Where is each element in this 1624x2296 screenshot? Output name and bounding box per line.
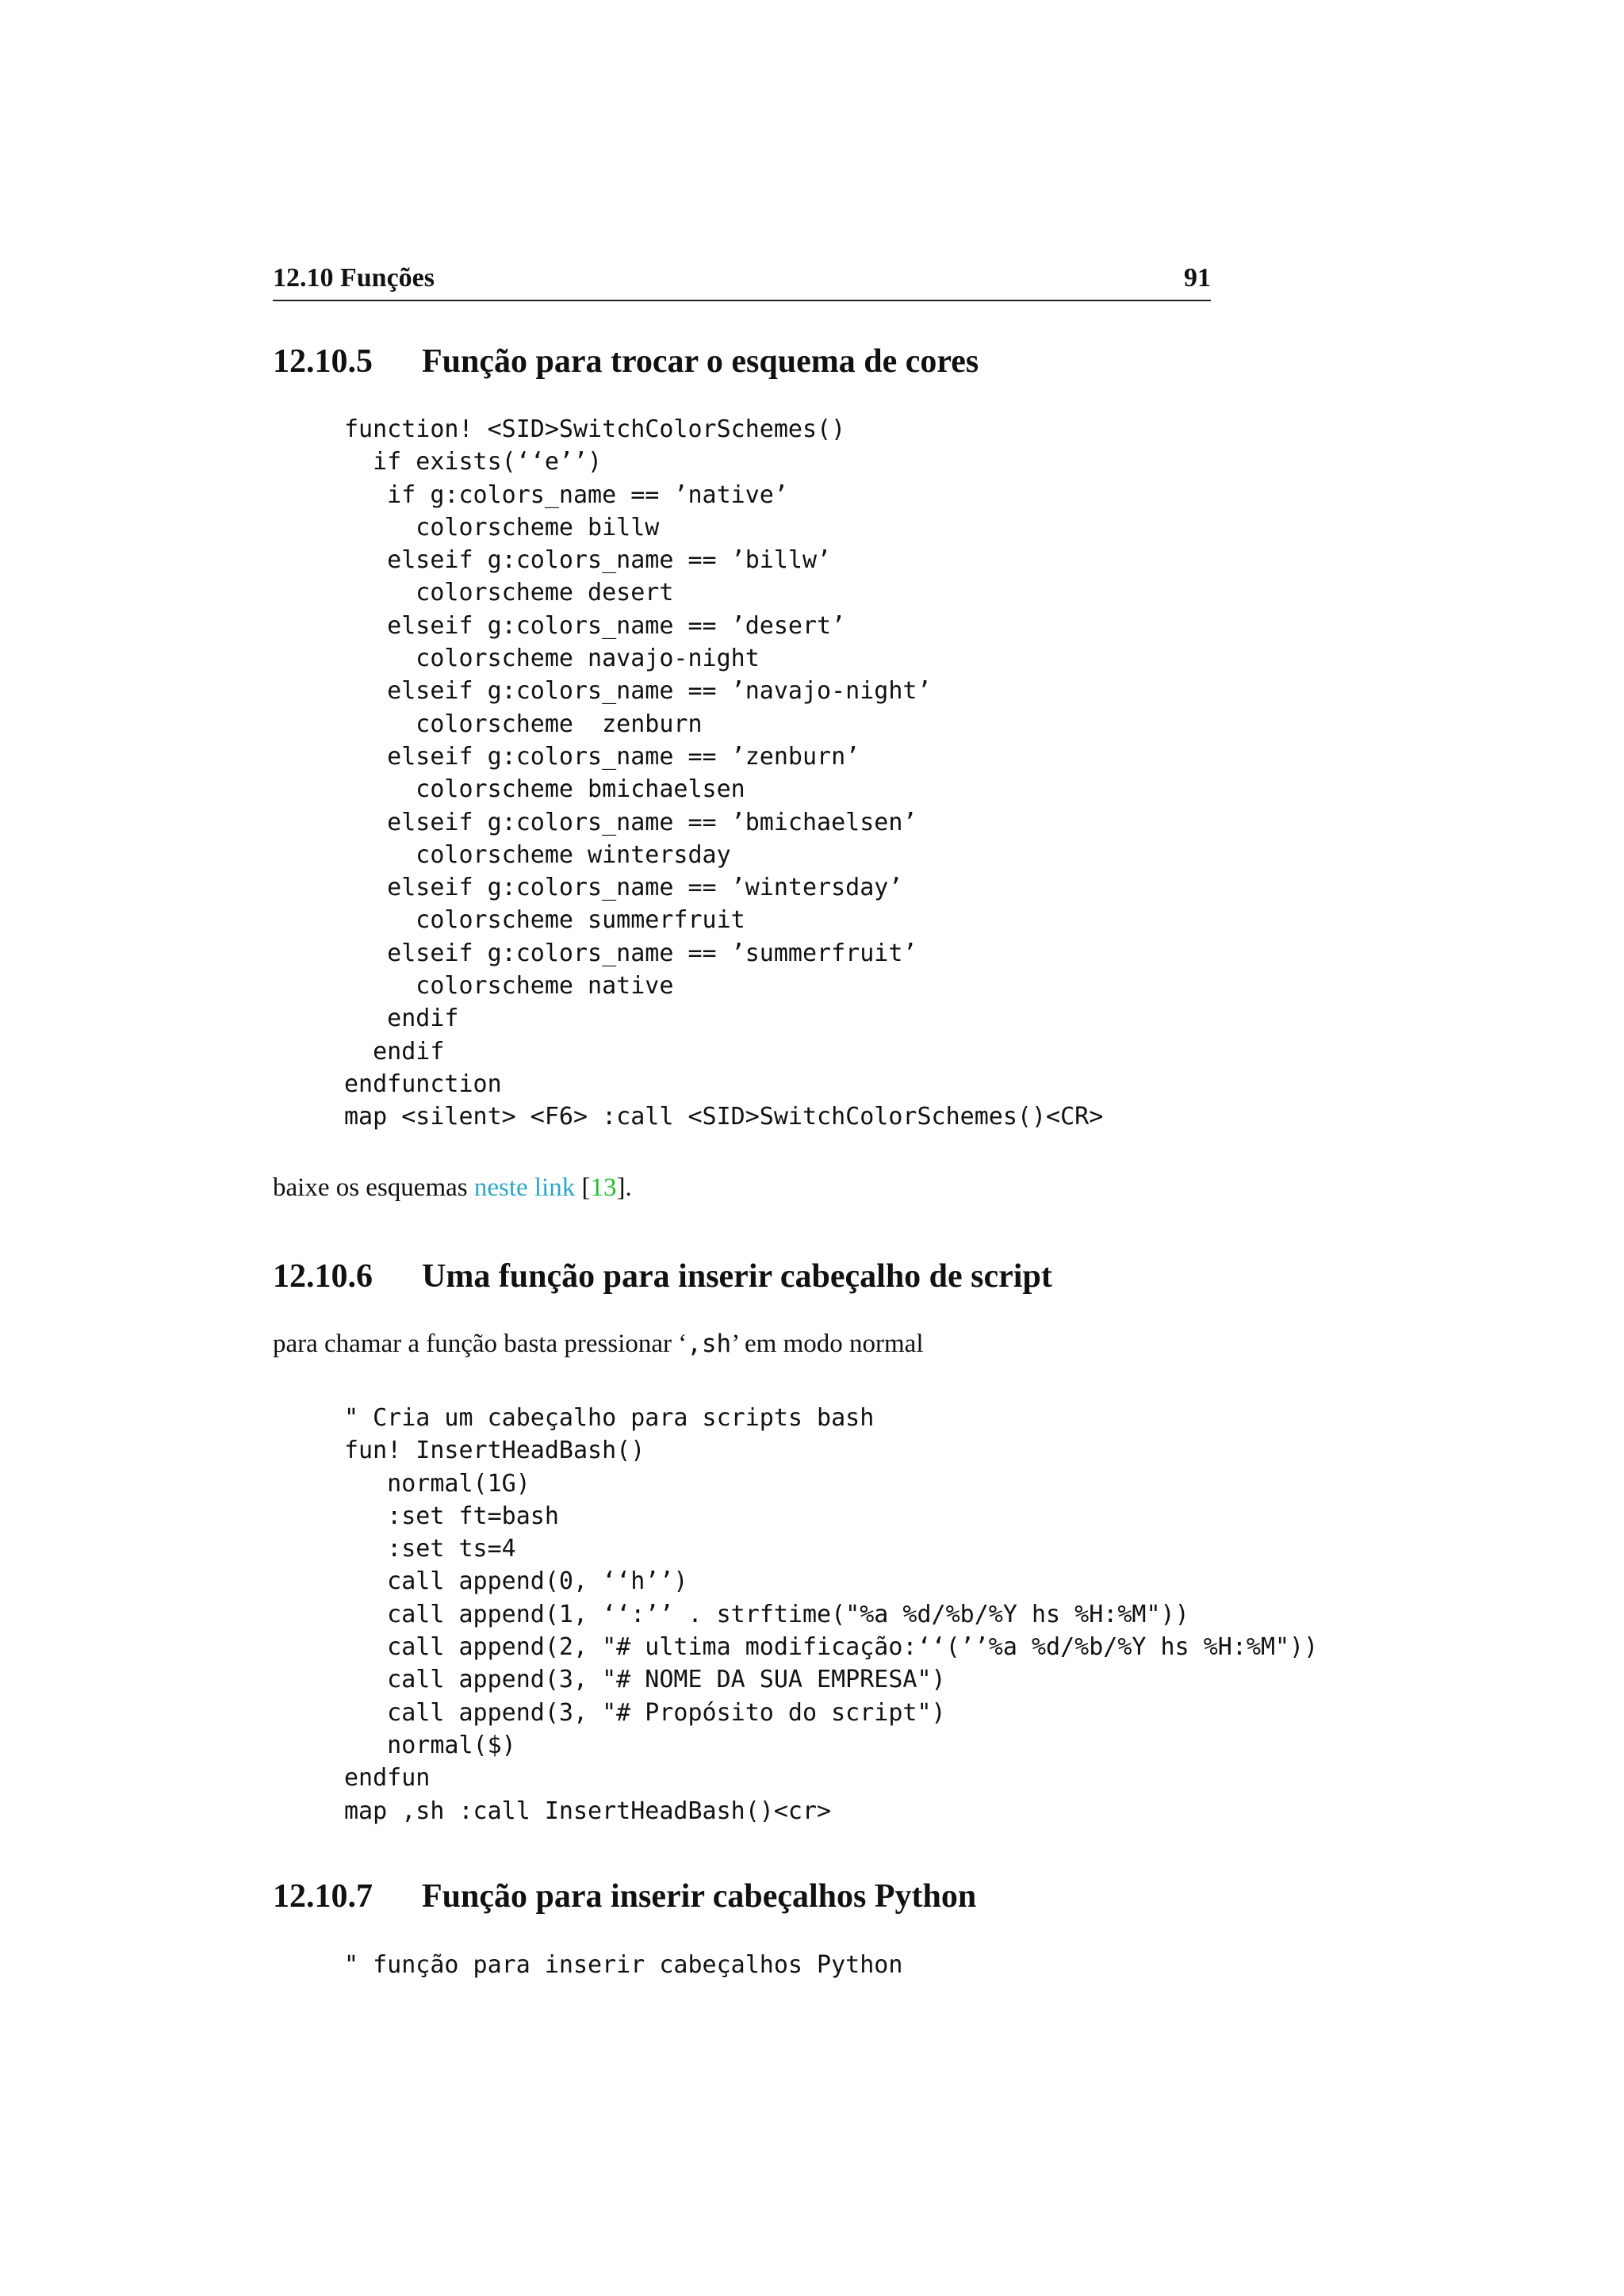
code-line: call append(0, ‘‘h’’) — [344, 1567, 688, 1596]
code-line: colorscheme zenburn — [344, 710, 703, 738]
code-line: colorscheme bmichaelsen — [344, 775, 745, 804]
code-line: colorscheme desert — [344, 579, 674, 607]
shortcut-key: ,sh — [687, 1330, 732, 1358]
code-line: elseif g:colors_name == ’desert’ — [344, 611, 846, 640]
code-line: elseif g:colors_name == ’billw’ — [344, 546, 832, 575]
code-block-switch-color-schemes — [344, 413, 1103, 1134]
cite-close: ]. — [616, 1173, 632, 1202]
code-line: elseif g:colors_name == ’summerfruit’ — [344, 939, 917, 967]
section-heading-12-10-7 — [273, 1877, 976, 1915]
download-paragraph — [273, 1173, 632, 1203]
schemes-link[interactable]: neste link — [473, 1173, 576, 1202]
code-block-python-header — [344, 1949, 902, 1981]
code-line: elseif g:colors_name == ’zenburn’ — [344, 742, 860, 771]
code-line: colorscheme billw — [344, 513, 660, 541]
section-title: Função para trocar o esquema de cores — [422, 343, 979, 380]
code-line: if g:colors_name == ’native’ — [344, 480, 788, 509]
code-line: endif — [344, 1037, 445, 1066]
code-line: endfun — [344, 1764, 431, 1793]
code-line: call append(3, "# Propósito do script") — [344, 1698, 946, 1727]
section-title: Função para inserir cabeçalhos Python — [422, 1878, 977, 1915]
code-line: colorscheme wintersday — [344, 840, 731, 869]
call-note-suffix: ’ em modo normal — [731, 1330, 924, 1358]
section-number: 12.10.6 — [273, 1258, 373, 1295]
code-line: elseif g:colors_name == ’bmichaelsen’ — [344, 808, 917, 836]
code-line: fun! InsertHeadBash() — [344, 1437, 645, 1465]
code-line: colorscheme summerfruit — [344, 906, 745, 935]
section-heading-12-10-6 — [273, 1257, 1052, 1295]
header-section-title: 12.10 Funções — [273, 263, 435, 293]
running-header — [273, 262, 1211, 301]
code-line: call append(2, "# ultima modificação:‘‘(’’%a %d/%b/%Y hs %H:%M")) — [344, 1633, 1319, 1662]
section-number: 12.10.5 — [273, 343, 373, 380]
cite-open: [ — [575, 1173, 591, 1202]
download-text: baixe os esquemas — [273, 1173, 474, 1202]
code-line: " Cria um cabeçalho para scripts bash — [344, 1404, 875, 1432]
section-number: 12.10.7 — [273, 1878, 373, 1915]
code-line: endfunction — [344, 1070, 502, 1098]
code-line: call append(3, "# NOME DA SUA EMPRESA") — [344, 1666, 946, 1694]
code-line: map <silent> <F6> :call <SID>SwitchColorSchemes()<CR> — [344, 1103, 1104, 1131]
code-line: call append(1, ‘‘:’’ . strftime("%a %d/%b/%Y hs %H:%M")) — [344, 1600, 1189, 1628]
code-line: :set ft=bash — [344, 1502, 559, 1530]
code-line: elseif g:colors_name == ’navajo-night’ — [344, 677, 932, 706]
section-title: Uma função para inserir cabeçalho de script — [422, 1258, 1052, 1295]
code-line: map ,sh :call InsertHeadBash()<cr> — [344, 1797, 832, 1825]
call-note-text: para chamar a função basta pressionar ‘ — [273, 1330, 688, 1358]
code-line: function! <SID>SwitchColorSchemes() — [344, 415, 846, 443]
call-note-paragraph — [273, 1330, 923, 1359]
page-number: 91 — [1184, 263, 1211, 293]
code-block-insert-head-bash — [344, 1402, 1318, 1827]
code-line: normal(1G) — [344, 1469, 530, 1498]
code-line: colorscheme navajo-night — [344, 645, 760, 673]
code-line: :set ts=4 — [344, 1535, 516, 1563]
code-line: if exists(‘‘e’’) — [344, 448, 603, 476]
code-line: normal($) — [344, 1731, 516, 1759]
code-line: " função para inserir cabeçalhos Python — [344, 1951, 903, 1979]
section-heading-12-10-5 — [273, 342, 979, 381]
citation-link[interactable]: 13 — [590, 1173, 617, 1202]
code-line: elseif g:colors_name == ’wintersday’ — [344, 874, 903, 902]
code-line: endif — [344, 1004, 459, 1033]
code-line: colorscheme native — [344, 972, 674, 1001]
